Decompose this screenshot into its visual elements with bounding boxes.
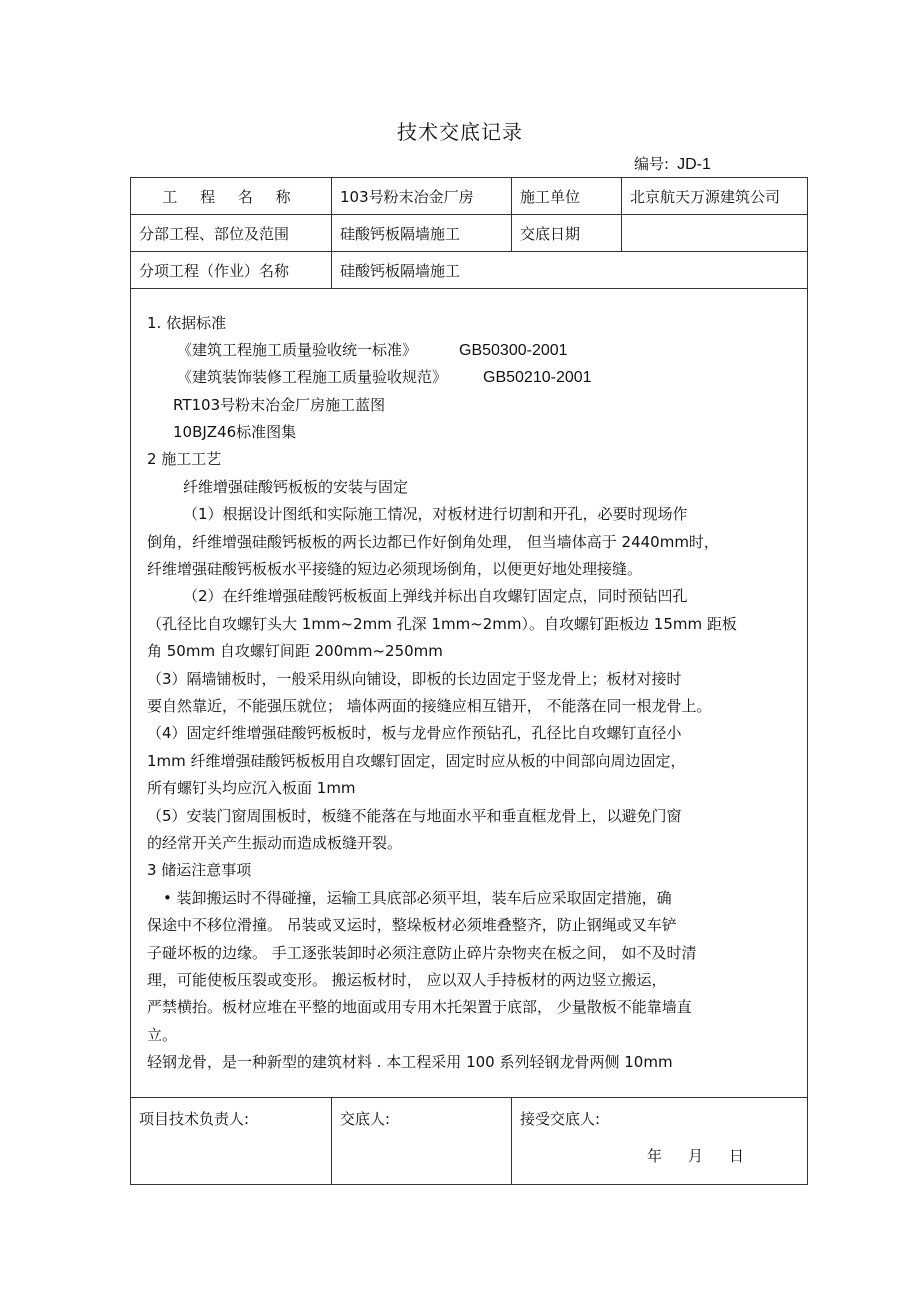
storage-line: 立。 (147, 1025, 178, 1044)
header-row-scope (131, 215, 808, 252)
disclosure-date-label: 交底日期 (512, 215, 622, 252)
section2-heading: 2 施工工艺 (147, 450, 222, 469)
document-number-value: JD-1 (677, 156, 711, 173)
process-line: 所有螺钉头均应沉入板面 1mm (147, 779, 356, 798)
storage-line: • 装卸搬运时不得碰撞，运输工具底部必须平坦，装车后应采取固定措施，确 (163, 888, 672, 907)
process-line: （3）隔墙铺板时，一般采用纵向铺设，即板的长边固定于竖龙骨上；板材对接时 (147, 669, 682, 688)
process-line: （4）固定纤维增强硅酸钙板板时，板与龙骨应作预钻孔，孔径比自攻螺钉直径小 (147, 724, 682, 743)
signature-row (131, 1098, 808, 1185)
standard-item: 《建筑装饰装修工程施工质量验收规范》 GB50210-2001 (177, 368, 592, 387)
receiver-signature-label: 接受交底人: (512, 1098, 808, 1185)
header-row-project (131, 178, 808, 215)
storage-line: 子碰坏板的边缘。 手工逐张装卸时必须注意防止碎片杂物夹在板之间， 如不及时清 (147, 943, 697, 962)
standard-item: 10BJZ46标准图集 (173, 423, 297, 442)
contractor-value: 北京航天万源建筑公司 (622, 178, 808, 215)
process-line: 纤维增强硅酸钙板板水平接缝的短边必须现场倒角，以便更好地处理接缝。 (147, 560, 643, 579)
document-number (634, 153, 711, 174)
tech-lead-signature-label: 项目技术负责人: (131, 1098, 332, 1185)
project-name-label: 工 程 名 称 (131, 178, 332, 215)
header-row-subitem (131, 252, 808, 289)
process-line: 倒角，纤维增强硅酸钙板板的两长边都已作好倒角处理， 但当墙体高于 2440mm时， (147, 532, 719, 551)
process-line: （2）在纤维增强硅酸钙板板面上弹线并标出自攻螺钉固定点，同时预钻凹孔 (183, 587, 688, 606)
disclosure-date-value (622, 215, 808, 252)
date-month: 月 (688, 1147, 704, 1165)
section1-heading: 1. 依据标准 (147, 313, 227, 332)
date-year: 年 (647, 1147, 663, 1165)
project-name-value: 103号粉末冶金厂房 (332, 178, 512, 215)
process-line: 要自然靠近，不能强压就位； 墙体两面的接缝应相互错开， 不能落在同一根龙骨上。 (147, 697, 712, 715)
process-line: （5）安装门窗周围板时，板缝不能落在与地面水平和垂直框龙骨上，以避免门窗 (147, 806, 682, 825)
process-line: （1）根据设计图纸和实际施工情况，对板材进行切割和开孔，必要时现场作 (183, 505, 688, 524)
process-line: 角 50mm 自攻螺钉间距 200mm~250mm (147, 642, 443, 661)
storage-line: 保途中不移位滑撞。 吊装或叉运时，整垛板材必须堆叠整齐，防止钢绳或叉车铲 (147, 916, 677, 935)
body-row (131, 289, 808, 1098)
process-line: 1mm 纤维增强硅酸钙板板用自攻螺钉固定，固定时应从板的中间部向周边固定， (147, 751, 686, 770)
signature-date (647, 1145, 770, 1166)
subitem-label: 分项工程（作业）名称 (131, 252, 332, 289)
section2-subheading: 纤维增强硅酸钙板板的安装与固定 (183, 477, 409, 496)
standard-item: 《建筑工程施工质量验收统一标准》 GB50300-2001 (177, 340, 568, 359)
discloser-signature-label: 交底人: (332, 1098, 512, 1185)
storage-line: 轻钢龙骨，是一种新型的建筑材料 . 本工程采用 100 系列轻钢龙骨两侧 10mm (147, 1053, 673, 1072)
document-number-label: 编号: (634, 155, 670, 173)
scope-value: 硅酸钙板隔墙施工 (332, 215, 512, 252)
date-day: 日 (729, 1147, 745, 1165)
process-line: （孔径比自攻螺钉头大 1mm~2mm 孔深 1mm~2mm）。自攻螺钉距板边 15mm 距板 (147, 614, 737, 633)
standard-item: RT103号粉末冶金厂房施工蓝图 (173, 395, 386, 414)
storage-line: 理，可能使板压裂或变形。 搬运板材时， 应以双人手持板材的两边竖立搬运， (147, 970, 667, 989)
disclosure-content (131, 289, 808, 1098)
process-line: 的经常开关产生振动而造成板缝开裂。 (147, 833, 403, 852)
section3-heading: 3 储运注意事项 (147, 861, 252, 880)
document-title: 技术交底记录 (397, 120, 523, 144)
storage-line: 严禁横抬。板材应堆在平整的地面或用专用木托架置于底部， 少量散板不能靠墙直 (147, 998, 692, 1017)
disclosure-table (130, 177, 808, 1185)
contractor-label: 施工单位 (512, 178, 622, 215)
scope-label: 分部工程、部位及范围 (131, 215, 332, 252)
subitem-value: 硅酸钙板隔墙施工 (332, 252, 808, 289)
